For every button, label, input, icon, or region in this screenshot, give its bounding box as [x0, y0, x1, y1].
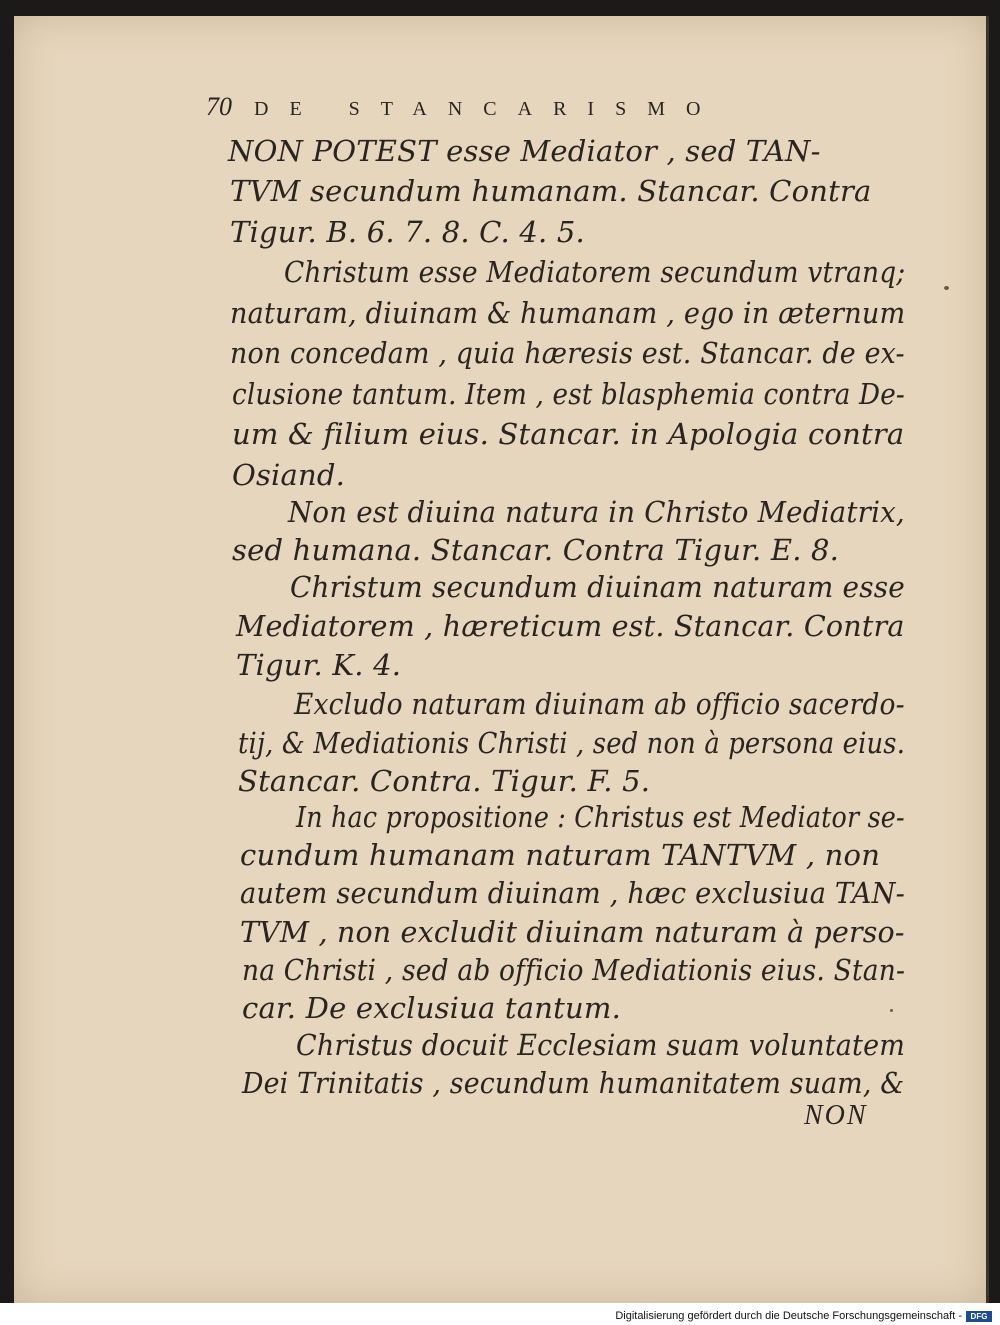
text-line: sed humana. Stancar. Contra Tigur. E. 8. — [232, 533, 840, 567]
funding-notice: Digitalisierung gefördert durch die Deutsche Forschungsgemeinschaft - — [615, 1310, 962, 1322]
text-line: Osiand. — [232, 458, 346, 492]
text-line: TVM , non excludit diuinam naturam à perso- — [240, 915, 905, 949]
text-line: Excludo naturam diuinam ab officio sacerdo- — [294, 687, 905, 721]
text-line: na Christi , sed ab officio Mediationis eius. Stan- — [242, 953, 906, 987]
text-line: car. De exclusiua tantum. — [242, 991, 621, 1025]
text-line: Christum esse Mediatorem secundum vtranq; — [284, 255, 906, 289]
text-line: In hac propositione : Christus est Mediator se- — [296, 800, 905, 834]
dfg-logo-icon: DFG — [966, 1311, 992, 1322]
text-line: Tigur. K. 4. — [236, 648, 402, 682]
footer-credit — [615, 1310, 992, 1322]
text-line: Non est diuina natura in Christo Mediatrix, — [288, 495, 905, 529]
text-line: Tigur. B. 6. 7. 8. C. 4. 5. — [230, 215, 585, 249]
text-line: NON POTEST esse Mediator , sed TAN- — [228, 134, 821, 168]
running-header — [206, 92, 721, 122]
text-line: naturam, diuinam & humanam , ego in æternum — [230, 296, 906, 330]
page-number: 70 — [206, 92, 232, 121]
text-line: autem secundum diuinam , hæc exclusiua TAN- — [240, 876, 905, 910]
text-line: TVM secundum humanam. Stancar. Contra — [230, 174, 872, 208]
text-line: Dei Trinitatis , secundum humanitatem suam, & — [242, 1066, 905, 1100]
paper-speck — [944, 286, 949, 290]
running-title: DE STANCARISMO — [254, 98, 722, 120]
text-line: tij, & Mediationis Christi , sed non à persona eius. — [238, 726, 906, 760]
text-line: Christus docuit Ecclesiam suam voluntatem — [296, 1028, 906, 1062]
text-line: clusione tantum. Item , est blasphemia contra De- — [232, 377, 905, 411]
paper-speck — [890, 1009, 893, 1012]
text-line: Stancar. Contra. Tigur. F. 5. — [238, 764, 651, 798]
text-line: cundum humanam naturam TANTVM , non — [240, 838, 881, 872]
catchword: NON — [804, 1100, 868, 1131]
text-line: Mediatorem , hæreticum est. Stancar. Contra — [236, 609, 905, 643]
text-line: Christum secundum diuinam naturam esse — [290, 570, 905, 604]
text-line: um & filium eius. Stancar. in Apologia contra — [232, 417, 905, 451]
text-line: non concedam , quia hæresis est. Stancar. de ex- — [230, 336, 905, 370]
